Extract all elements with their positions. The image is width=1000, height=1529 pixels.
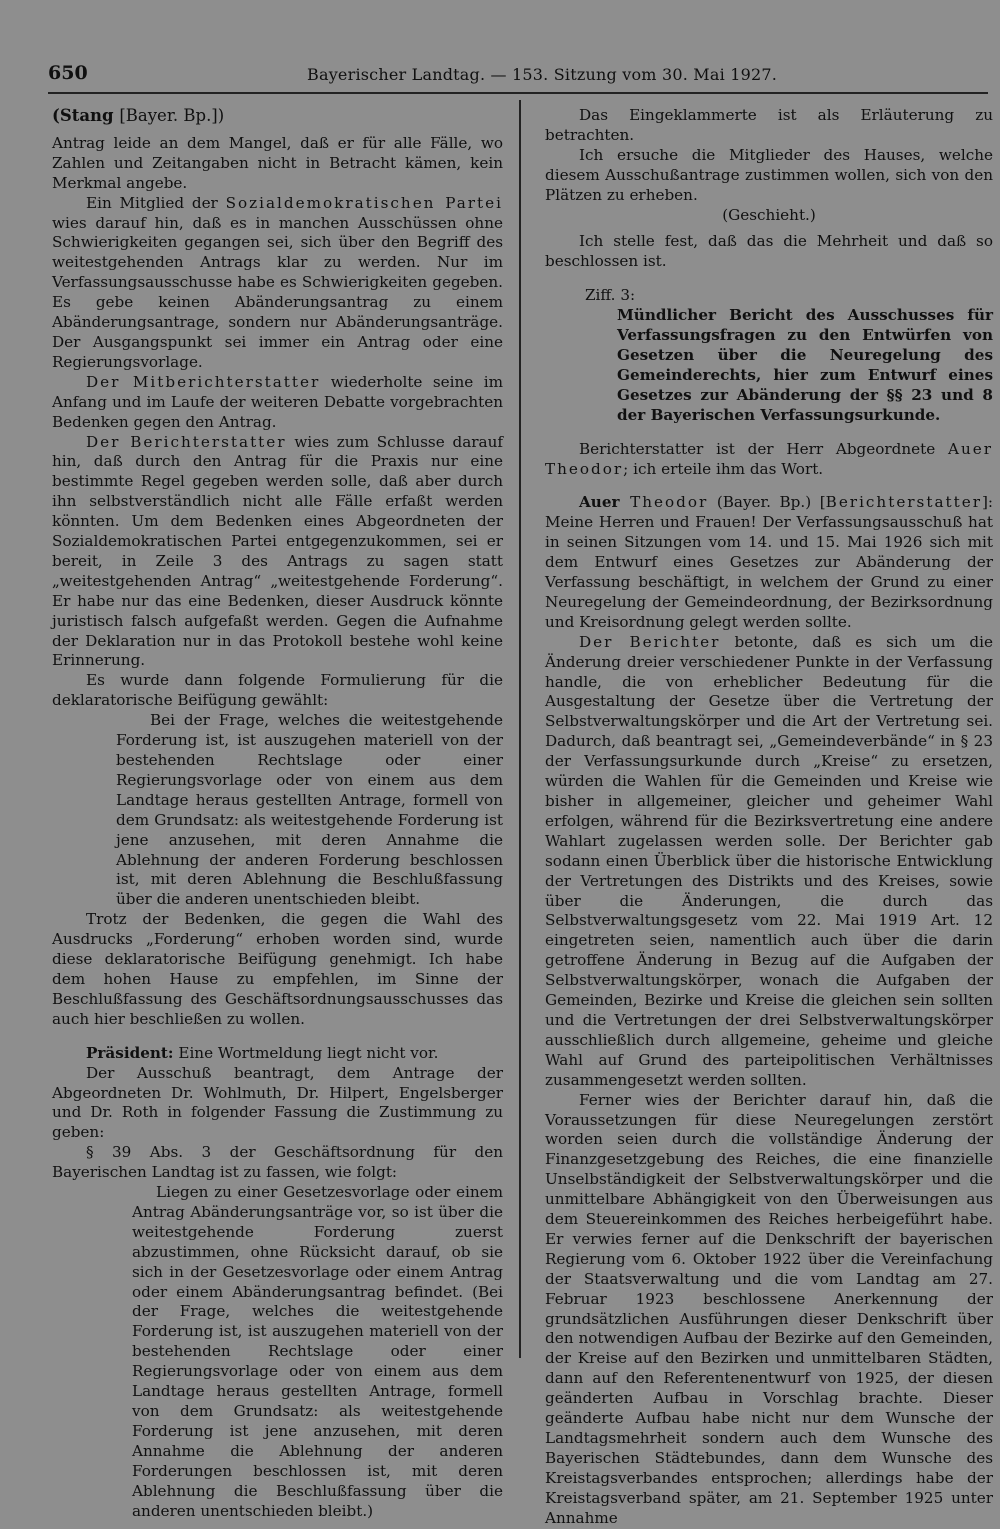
paragraph: Es wurde dann folgende Formulierung für die deklaratorische Beifügung gewählt: <box>52 671 503 710</box>
text-run: ; ich erteile ihm das Wort. <box>623 459 824 478</box>
text-run: Eine Wortmeldung liegt nicht vor. <box>173 1043 439 1062</box>
quoted-formulation: Bei der Frage, welches die weitestgehende Forderung ist, ist auszugehen materiell von der bestehenden Rechtslage oder einer Regierungsvorlage oder von einem aus dem Landtage heraus gestellten Antrage, formell von dem Grundsatz: als weitestgehende Forderung ist jene anzusehen, mit deren Annahme die Ablehnung der anderen Forderung beschlossen ist, mit deren Ablehnung die Beschlußfassung über die anderen unentschieden bleibt. <box>116 711 503 909</box>
spacer <box>545 426 993 440</box>
paragraph: Ich ersuche die Mitglieder des Hauses, welche diesem Ausschußantrage zustimmen wollen, sich von den Plätzen zu erheben. <box>545 145 993 204</box>
quoted-rule-text: Liegen zu einer Gesetzesvorlage oder einem Antrag Abänderungsanträge vor, so ist über die weitestgehende Forderung zuerst abzustimmen, ohne Rücksicht darauf, ob sie sich in der Gesetzesvorlage oder einem Antrag oder einem Abänderungsantrag befindet. (Bei der Frage, welches die weitestgehende Forderung ist, ist auszugehen materiell von der bestehenden Rechtslage oder einer Regierungsvorlage oder von einem aus dem Landtage heraus gestellten Antrage, formell von dem Grundsatz: als weitestgehende Forderung ist jene anzusehen, mit deren Annahme die Ablehnung der anderen Forderungen beschlossen ist, mit deren Ablehnung die Beschlußfassung über die anderen unentschieden bleibt.) <box>132 1183 503 1520</box>
column-divider <box>519 100 521 1358</box>
spacer <box>545 479 993 493</box>
president-statement <box>52 1044 503 1064</box>
president-label: Präsident: <box>86 1043 174 1062</box>
page-header <box>48 62 988 92</box>
page-number: 650 <box>48 62 88 84</box>
paragraph: Ferner wies der Berichter darauf hin, daß die Voraussetzungen für diese Neuregelungen zerstört worden seien durch die vollständige Änderung der Finanzgesetzgebung des Reiches, die eine finanzielle Unselbständigkeit der Selbstverwaltungskörper und die unmittelbare Abhängigkeit von den Überweisungen aus dem Steuereinkommen des Reiches herbeigeführt habe. Er verwies ferner auf die Denkschrift der bayerischen Regierung vom 6. Oktober 1922 über die Vereinfachung der Staatsverwaltung und die vom Landtag am 27. Februar 1923 beschlossene Anerkennung der grundsätzlichen Ausführungen dieser Denkschrift über den notwendigen Aufbau der Bezirke auf den Gemeinden, der Kreise auf den Bezirken und unmittelbaren Städten, dann auf den Referentenentwurf von 1925, der diesen geänderten Aufbau in Vorschlag brachte. Dieser geänderte Aufbau habe nicht nur dem Wunsche der Landtagsmehrheit sondern auch dem Wunsche des Bayerischen Städtebundes, dann dem Wunsche des Kreistagsverbandes entsprochen; allerdings habe der Kreistagsverband später, am 21. September 1925 unter Annahme <box>545 1090 993 1527</box>
speaker-party: [Bayer. Bp.]) <box>119 106 225 125</box>
agenda-item-title: Mündlicher Bericht des Ausschusses für Verfassungsfragen zu den Entwürfen von Gesetzen über die Neuregelung des Gemeinderechts, hier zum Entwurf eines Gesetzes zur Abänderung der §§ 23 und 8 der Bayerischen Verfassungsurkunde. <box>617 306 993 424</box>
running-title: Bayerischer Landtag. — 153. Sitzung vom 30. Mai 1927. <box>307 65 778 84</box>
spaced-text: Der Mitberichterstatter <box>86 372 321 391</box>
speaker-role: Berichterstatter <box>825 493 982 512</box>
speaker-firstname: Theodor <box>619 493 709 512</box>
paragraph <box>52 194 503 373</box>
speaker-heading <box>52 106 503 126</box>
speaker-name: Stang <box>59 106 114 125</box>
speaker-paren: ( <box>52 106 60 125</box>
procedural-note: (Geschieht.) <box>722 205 816 224</box>
header-rule <box>48 92 988 94</box>
paragraph: Das Eingeklammerte ist als Erläuterung zu betrachten. <box>545 106 993 144</box>
speaker-name: Auer <box>579 493 620 512</box>
spaced-text: Auer Theodor <box>545 439 993 478</box>
text-run: Ein Mitglied der <box>86 193 226 212</box>
paragraph: § 39 Abs. 3 der Geschäftsordnung für den Bayerischen Landtag ist zu fassen, wie folgt: <box>52 1143 503 1182</box>
spaced-text: Der Berichter <box>579 632 721 651</box>
paragraph: Ich stelle fest, daß das die Mehrheit und daß so beschlossen ist. <box>545 232 993 271</box>
spacer <box>545 272 993 286</box>
text-run: betonte, daß es sich um die Änderung dreier verschiedener Punkte in der Verfassung handle, die von erheblicher Bedeutung für die Ausgestaltung der Gesetze über die Vertretung der Selbstverwaltungskörper und die Art der Vertretung sei. Dadurch, daß beantragt sei, „Gemeindeverbände“ in § 23 der Verfassungsurkunde durch „Kreise“ zu ersetzen, würden die Wahlen für die Gemeinden und Kreise wie bisher in allgemeiner, gleicher und geheimer Wahl erfolgen, während für die Bezirksvertretung eine andere Wahlart zugelassen werden solle. Der Berichter gab sodann einen Überblick über die historische Entwicklung der Vertretungen des Distrikts und des Kreises, sowie über die Änderungen, die durch das Selbstverwaltungsgesetz vom 22. Mai 1919 Art. 12 eingetreten seien, namentlich auch über die darin getroffene Änderung in Bezug auf die Aufgaben der Selbstverwaltungskörper, wonach die Aufgaben der Gemeinden, Bezirke und Kreise die gleichen sein sollten und die Vertretungen der drei Selbstverwaltungskörper ausschließlich durch allgemeine, geheime und gleiche Wahl auf Grund des parteipolitischen Verhältnisses zusammengesetzt werden sollten. <box>545 632 993 1089</box>
text-run: wies darauf hin, daß es in manchen Ausschüssen ohne Schwierigkeiten gegangen sei, sich über den Begriff des weitestgehenden Antrags klar zu werden. Nur im Verfassungsausschusse habe es Schwierigkeiten gegeben. Es gebe keinen Abänderungsantrag zu einem Abänderungsantrage, sondern nur Abänderungsanträge. Der Ausgangspunkt sei immer ein Antrag oder eine Regierungsvorlage. <box>52 213 503 371</box>
speaker-paragraph <box>545 493 993 632</box>
spaced-text: Der Berichterstatter <box>86 432 287 451</box>
text-run: wies zum Schlusse darauf hin, daß durch den Antrag für die Praxis nur eine bestimmte Regel gegeben werden solle, daß aber durch ihn selbstverständlich nicht alle Fälle erfaßt werden könnten. Um dem Bedenken eines Abgeordneten der Sozialdemokratischen Partei entgegenzukommen, sei er bereit, in Zeile 3 des Antrags zu sagen statt „weitestgehenden Antrag“ „weitestgehende Forderung“. Er habe nur das eine Bedenken, dieser Ausdruck könnte juristisch falsch aufgefaßt werden. Gegen die Aufnahme der Deklaration nur in das Protokoll bestehe wohl keine Erinnerung. <box>52 432 503 670</box>
paragraph: Trotz der Bedenken, die gegen die Wahl des Ausdrucks „Forderung“ erhoben worden sind, wurde diese deklaratorische Beifügung genehmigt. Ich habe dem hohen Hause zu empfehlen, im Sinne der Beschlußfassung des Geschäftsordnungsausschusses das auch hier beschließen zu wollen. <box>52 910 503 1028</box>
paragraph <box>545 440 993 480</box>
spacer <box>52 1030 503 1044</box>
paragraph <box>52 433 503 672</box>
spacer <box>545 225 993 232</box>
agenda-item-label: Ziff. 3: <box>585 286 636 305</box>
spaced-text: Sozialdemokratischen Partei <box>225 193 503 212</box>
speaker-party: (Bayer. Bp.) [ <box>708 493 826 512</box>
paragraph: Antrag leide an dem Mangel, daß er für alle Fälle, wo Zahlen und Zeitangaben nicht in Betracht kämen, kein Merkmal angebe. <box>52 133 503 192</box>
right-column <box>545 106 993 1529</box>
paragraph <box>545 633 993 1091</box>
paragraph: Der Ausschuß beantragt, dem Antrage der Abgeordneten Dr. Wohlmuth, Dr. Hilpert, Engelsberger und Dr. Roth in folgender Fassung die Zustimmung zu geben: <box>52 1063 503 1142</box>
text-run: Berichterstatter ist der Herr Abgeordnete <box>579 439 948 458</box>
text-run: ]: Meine Herren und Frauen! Der Verfassungsausschuß hat in seinen Sitzungen vom 14. und 15. Mai 1926 sich mit dem Entwurf eines Gesetzes zur Abänderung der Verfassung beschäftigt, in welchem der Grund zu einer Neuregelung der Gemeindeordnung, der Bezirksordnung und Kreisordnung gelegt werden sollte. <box>545 493 994 631</box>
left-column <box>52 106 503 1521</box>
text-run: wiederholte seine im Anfang und im Laufe der weiteren Debatte vorgebrachten Bedenken gegen den Antrag. <box>52 372 503 431</box>
paragraph <box>52 373 503 433</box>
